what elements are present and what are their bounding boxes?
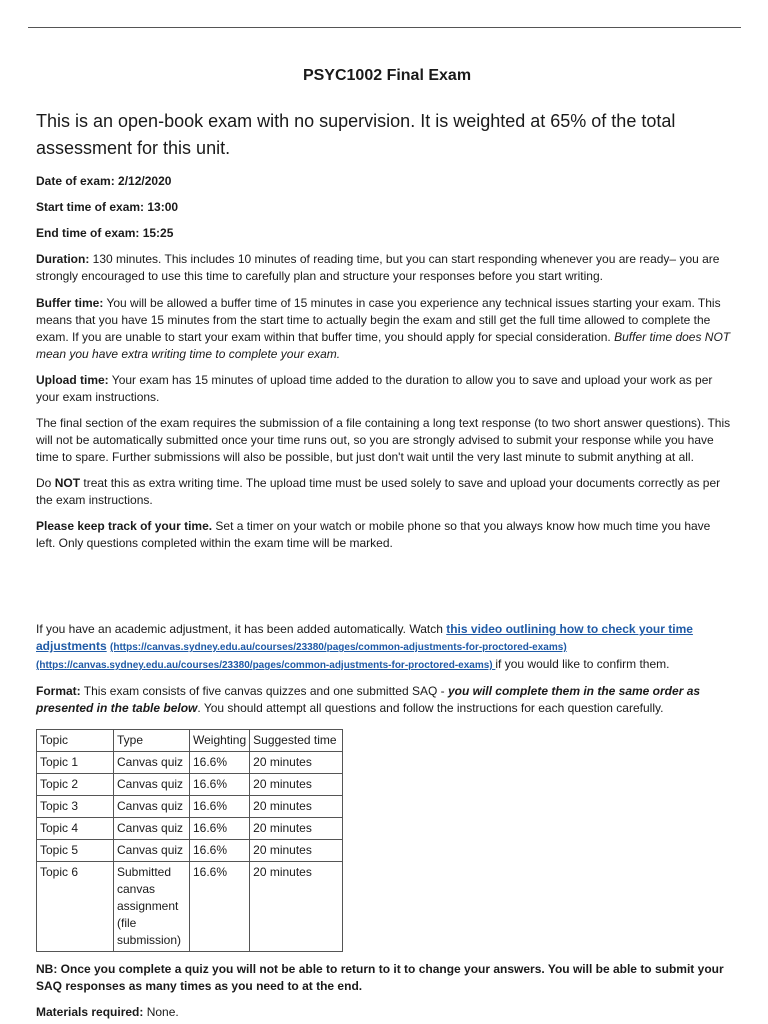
exam-start-time: Start time of exam: 13:00 bbox=[36, 200, 179, 214]
table-cell: 20 minutes bbox=[250, 840, 343, 862]
track-time-paragraph bbox=[36, 518, 732, 552]
adjustment-post-text: if you would like to confirm them. bbox=[495, 657, 670, 671]
top-divider bbox=[28, 27, 741, 28]
buffer-note: Buffer time does NOT mean you have extra writing time to complete your exam. bbox=[36, 330, 731, 361]
do-not-pre: Do bbox=[36, 476, 55, 490]
format-label: Format: bbox=[36, 684, 81, 698]
table-cell: 16.6% bbox=[190, 862, 250, 952]
duration-paragraph bbox=[36, 251, 732, 285]
final-section-paragraph: The final section of the exam requires the submission of a file containing a long text response (to two short answer questions). This will not be automatically submitted once your time runs out, so you are strongly advised to submit your response while you have time to spare. Further submissions will also be possible, but just don't wait until the very last minute to submit anything at all. bbox=[36, 416, 731, 464]
exam-end-time: End time of exam: 15:25 bbox=[36, 226, 174, 240]
header-type: Type bbox=[114, 730, 190, 752]
table-cell: Canvas quiz bbox=[114, 752, 190, 774]
table-row bbox=[37, 796, 343, 818]
table-cell: Canvas quiz bbox=[114, 774, 190, 796]
table-cell: Topic 4 bbox=[37, 818, 114, 840]
table-cell: 16.6% bbox=[190, 796, 250, 818]
format-text: This exam consists of five canvas quizzes and one submitted SAQ - bbox=[80, 684, 448, 698]
upload-label: Upload time: bbox=[36, 373, 109, 387]
table-cell: 16.6% bbox=[190, 840, 250, 862]
buffer-text: You will be allowed a buffer time of 15 minutes in case you experience any technical issues starting your exam. This means that you have 15 minutes from the start time to actually begin the exam and still get the full time allowed to complete the exam. If you are unable to start your exam within that buffer time, you should apply for special consideration. bbox=[36, 296, 721, 344]
format-post-text: . You should attempt all questions and follow the instructions for each question carefully. bbox=[197, 701, 664, 715]
adjustment-url-link-1[interactable]: (https://canvas.sydney.edu.au/courses/23380/pages/common-adjustments-for-proctored-exams) bbox=[110, 642, 567, 653]
nb-note: NB: Once you complete a quiz you will not be able to return to it to change your answers. You will be able to submit your SAQ responses as many times as you need to at the end. bbox=[36, 962, 724, 993]
exam-summary: This is an open-book exam with no supervision. It is weighted at 65% of the total assessment for this unit. bbox=[36, 111, 676, 158]
table-cell: 16.6% bbox=[190, 818, 250, 840]
header-suggested-time: Suggested time bbox=[250, 730, 343, 752]
materials-label: Materials required: bbox=[36, 1005, 144, 1019]
table-cell: 20 minutes bbox=[250, 752, 343, 774]
do-not-emphasis: NOT bbox=[54, 476, 81, 490]
format-emphasis: you will complete them in the same order as presented in the table below bbox=[36, 684, 701, 715]
table-cell: Topic 5 bbox=[37, 840, 114, 862]
duration-label: Duration: bbox=[36, 252, 90, 266]
table-cell: Topic 6 bbox=[37, 862, 114, 952]
duration-text: 130 minutes. This includes 10 minutes of reading time, but you can start responding whenever you are ready– you are strongly encouraged to use this time to carefully plan and structure your responses before you start writing. bbox=[36, 252, 720, 283]
adjustment-url-link-2[interactable]: (https://canvas.sydney.edu.au/courses/23380/pages/common-adjustments-for-proctored-exams) bbox=[36, 660, 496, 671]
table-cell: Topic 1 bbox=[37, 752, 114, 774]
table-cell: Canvas quiz bbox=[114, 840, 190, 862]
table-cell: 20 minutes bbox=[250, 862, 343, 952]
table-row bbox=[37, 862, 343, 952]
table-cell: Topic 2 bbox=[37, 774, 114, 796]
format-paragraph bbox=[36, 683, 732, 717]
do-not-text: treat this as extra writing time. The upload time must be used solely to save and upload your documents correctly as per the exam instructions. bbox=[36, 476, 721, 507]
table-cell: Canvas quiz bbox=[114, 818, 190, 840]
table-row bbox=[37, 818, 343, 840]
table-cell: 16.6% bbox=[190, 774, 250, 796]
table-row bbox=[37, 752, 343, 774]
table-cell: Submitted canvas assignment (file submission) bbox=[114, 862, 190, 952]
buffer-paragraph bbox=[36, 295, 732, 363]
upload-text: Your exam has 15 minutes of upload time added to the duration to allow you to save and upload your work as per your exam instructions. bbox=[36, 373, 713, 404]
table-cell: 16.6% bbox=[190, 752, 250, 774]
track-time-label: Please keep track of your time. bbox=[36, 519, 213, 533]
adjustment-paragraph bbox=[36, 621, 732, 674]
page-title: PSYC1002 Final Exam bbox=[302, 67, 472, 84]
table-header-row bbox=[37, 730, 343, 752]
buffer-label: Buffer time: bbox=[36, 296, 104, 310]
track-time-text: Set a timer on your watch or mobile phone so that you always know how much time you have left. Only questions completed within the exam time will be marked. bbox=[36, 519, 711, 550]
table-cell: Topic 3 bbox=[37, 796, 114, 818]
header-topic: Topic bbox=[37, 730, 114, 752]
materials-paragraph bbox=[36, 1004, 732, 1021]
adjustment-video-link[interactable]: this video outlining how to check your time adjustments bbox=[36, 622, 693, 653]
exam-date: Date of exam: 2/12/2020 bbox=[36, 174, 172, 188]
table-row bbox=[37, 840, 343, 862]
do-not-paragraph bbox=[36, 475, 732, 509]
table-cell: 20 minutes bbox=[250, 774, 343, 796]
topics-table bbox=[36, 729, 343, 952]
adjustment-text: If you have an academic adjustment, it has been added automatically. Watch bbox=[36, 622, 447, 636]
upload-paragraph bbox=[36, 372, 732, 406]
table-cell: Canvas quiz bbox=[114, 796, 190, 818]
materials-text: None. bbox=[143, 1005, 179, 1019]
table-cell: 20 minutes bbox=[250, 818, 343, 840]
table-row bbox=[37, 774, 343, 796]
header-weighting: Weighting bbox=[190, 730, 250, 752]
exam-instructions bbox=[36, 66, 732, 1021]
table-cell: 20 minutes bbox=[250, 796, 343, 818]
